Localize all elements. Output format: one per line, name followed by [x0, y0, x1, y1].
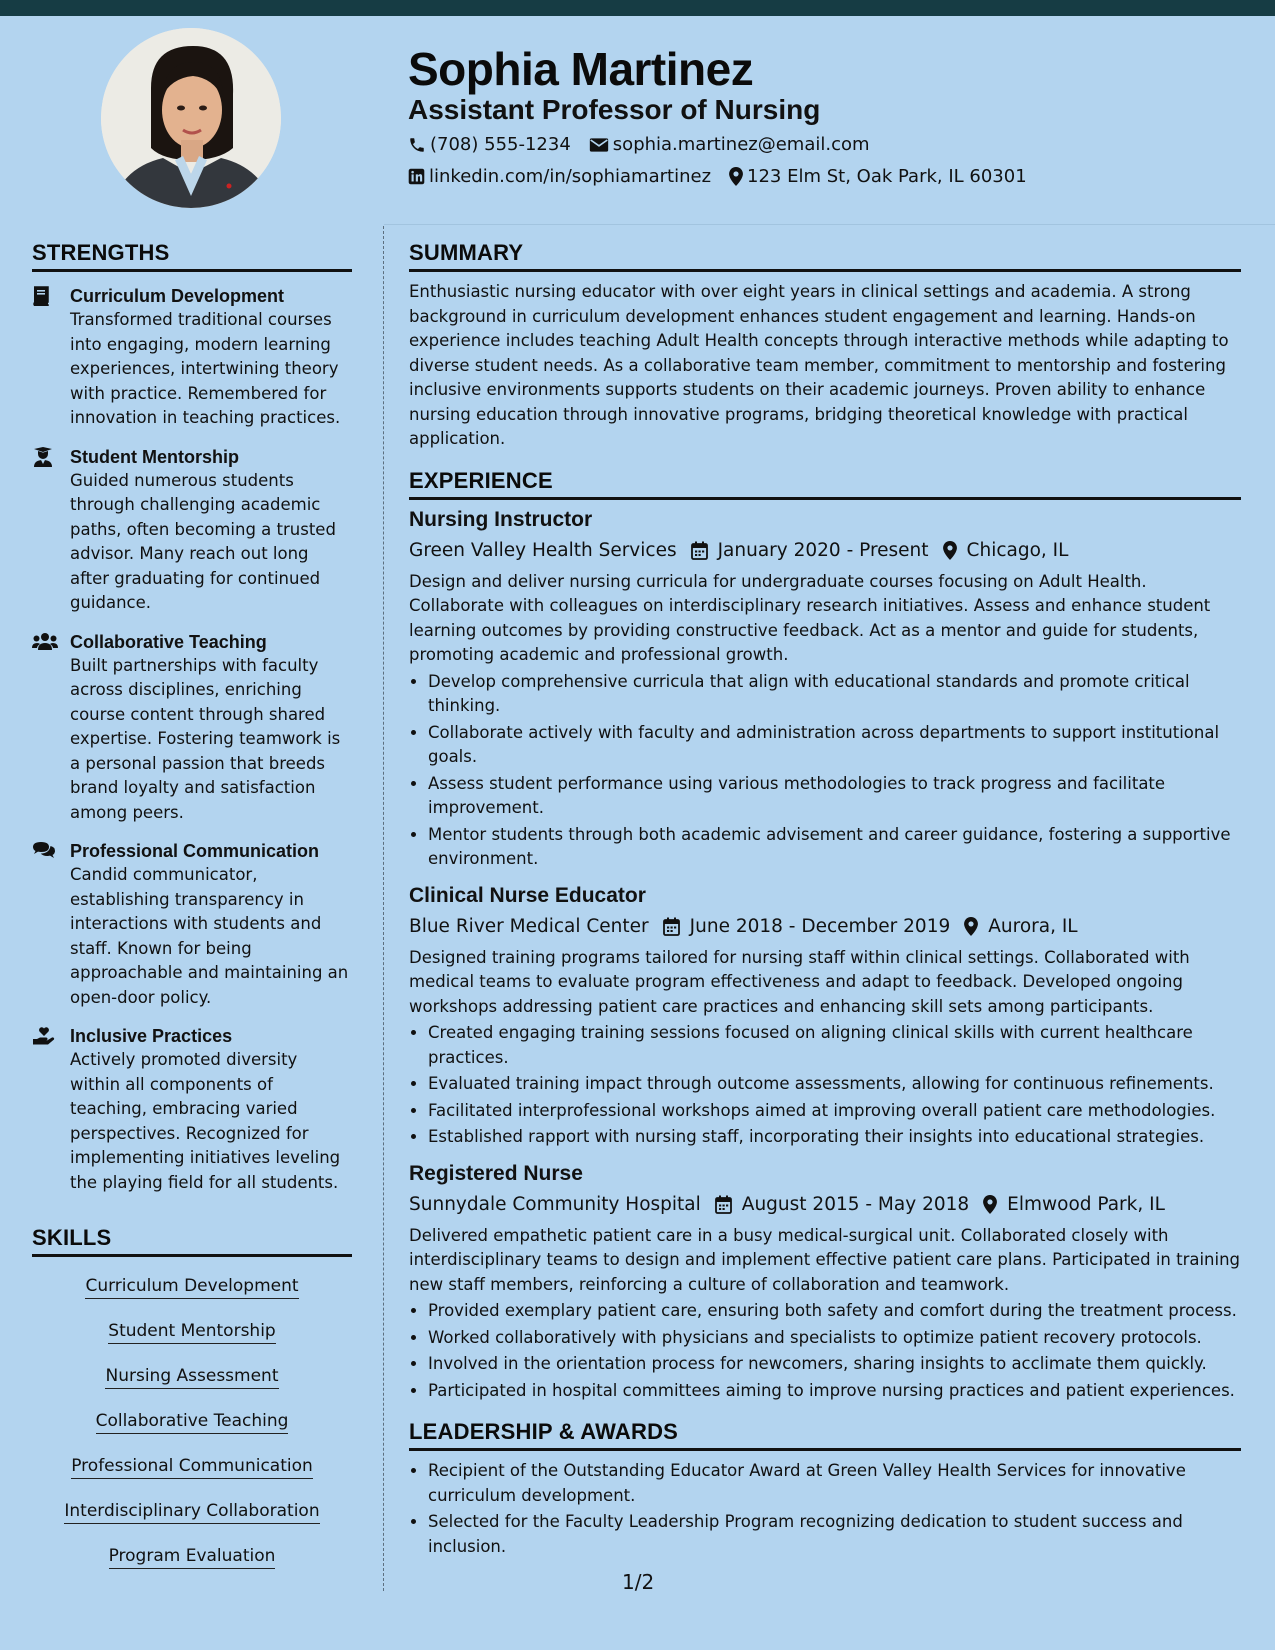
job-bullet: • Mentor students through both academic advisement and career guidance, fostering a supportive environment. [428, 823, 1241, 872]
contact-row-1 [408, 134, 888, 155]
candidate-title: Assistant Professor of Nursing [408, 94, 821, 125]
strengths-heading: STRENGTHS [32, 240, 352, 272]
strength-title: Professional Communication [70, 841, 320, 861]
address-contact [729, 166, 1027, 187]
strength-item [32, 284, 352, 431]
skill-tag: Program Evaluation [109, 1546, 276, 1569]
job-location: Elmwood Park, IL [1007, 1193, 1165, 1215]
summary-heading: SUMMARY [409, 240, 1241, 272]
column-divider [383, 226, 384, 1591]
map-marker-icon [983, 1195, 997, 1214]
strength-title: Inclusive Practices [70, 1026, 233, 1046]
strength-item [32, 445, 352, 616]
job-bullets [409, 1299, 1241, 1403]
experience-heading: EXPERIENCE [409, 468, 1241, 500]
strength-description: Candid communicator, establishing transparency in interactions with students and staff. Known for being approachable and maintaining an open-door policy. [70, 865, 349, 1007]
job-title: Clinical Nurse Educator [409, 883, 646, 907]
job-bullet: • Created engaging training sessions focused on aligning clinical skills with current healthcare practices. [428, 1021, 1241, 1070]
job-bullet: • Assess student performance using various methodologies to track progress and facilitate improvement. [428, 772, 1241, 821]
address-text: 123 Elm St, Oak Park, IL 60301 [747, 166, 1027, 187]
envelope-icon [589, 137, 609, 153]
right-column [409, 240, 1241, 1559]
contact-row-2 [408, 166, 1045, 187]
skill-tag: Nursing Assessment [105, 1366, 278, 1389]
job-meta [409, 536, 1241, 566]
users-icon [32, 632, 58, 650]
linkedin-text: linkedin.com/in/sophiamartinez [429, 166, 712, 187]
strength-item [32, 839, 352, 1010]
job-description: Delivered empathetic patient care in a busy medical-surgical unit. Collaborated closely with interdisciplinary teams to design and implement effective patient care plans. Participated in training new staff members, reinforcing a culture of collaboration and teamwork. [409, 1225, 1241, 1294]
strength-title: Student Mentorship [70, 446, 239, 467]
job-bullets [409, 670, 1241, 872]
book-icon [32, 286, 50, 306]
calendar-icon [691, 541, 708, 560]
skill-tag: Curriculum Development [85, 1276, 298, 1299]
resume-header [0, 16, 1275, 226]
strength-description: Actively promoted diversity within all components of teaching, embracing varied perspectives. Recognized for implementing initiatives leveling the playing field for all students. [70, 1050, 341, 1192]
phone-text: (708) 555-1234 [430, 134, 571, 155]
job-title: Registered Nurse [409, 1161, 583, 1185]
award-item: • Selected for the Faculty Leadership Program recognizing dedication to student success and inclusion. [428, 1510, 1241, 1559]
phone-icon [408, 136, 426, 154]
job-bullet: • Collaborate actively with faculty and administration across departments to support institutional goals. [428, 721, 1241, 770]
job-bullet: • Established rapport with nursing staff, incorporating their insights into educational strategies. [428, 1125, 1241, 1150]
map-marker-icon [964, 917, 978, 936]
strength-item [32, 1024, 352, 1195]
skills-list [32, 1265, 352, 1580]
job-location: Aurora, IL [988, 915, 1078, 937]
job-entry [409, 1160, 1241, 1404]
strength-description: Guided numerous students through challenging academic paths, often becoming a trusted advisor. Many reach out long after graduating for continued guidance. [70, 470, 336, 612]
linkedin-contact[interactable] [408, 166, 711, 187]
strength-title: Collaborative Teaching [70, 631, 267, 652]
job-dates: January 2020 - Present [717, 539, 929, 561]
map-marker-icon [729, 167, 743, 186]
job-dates: June 2018 - December 2019 [689, 915, 951, 937]
job-location: Chicago, IL [966, 539, 1069, 561]
skill-tag: Interdisciplinary Collaboration [64, 1501, 319, 1524]
job-bullet: • Develop comprehensive curricula that align with educational standards and promote critical thinking. [428, 670, 1241, 719]
top-bar [0, 0, 1275, 16]
strength-item [32, 630, 352, 826]
job-dates: August 2015 - May 2018 [741, 1193, 970, 1215]
leadership-list [409, 1459, 1241, 1559]
job-bullets [409, 1021, 1241, 1150]
hand-holding-heart-icon [32, 1026, 56, 1046]
candidate-name: Sophia Martinez [408, 43, 754, 95]
job-company: Sunnydale Community Hospital [409, 1193, 701, 1215]
email-contact[interactable] [589, 134, 870, 155]
header-divider [384, 224, 1275, 225]
calendar-icon [663, 917, 680, 936]
job-company: Green Valley Health Services [409, 539, 677, 561]
skills-heading: SKILLS [32, 1225, 352, 1257]
job-entry [409, 882, 1241, 1150]
job-meta [409, 1190, 1241, 1220]
job-bullet: • Facilitated interprofessional workshops aimed at improving overall patient care methodologies. [428, 1099, 1241, 1124]
email-text: sophia.martinez@email.com [612, 134, 870, 155]
page-number: 1/2 [622, 1570, 655, 1594]
job-bullet: • Provided exemplary patient care, ensuring both safety and comfort during the treatment process. [428, 1299, 1241, 1324]
job-description: Design and deliver nursing curricula for undergraduate courses focusing on Adult Health. Collaborate with colleagues on interdisciplinary research initiatives. Assess and enhance student learning outcomes by providing constructive feedback. Act as a mentor and guide for students, promoting academic and professional growth. [409, 571, 1211, 664]
phone-contact[interactable] [408, 134, 571, 155]
job-entry [409, 506, 1241, 872]
graduate-icon [32, 447, 54, 467]
strength-description: Built partnerships with faculty across disciplines, enriching course content through shared expertise. Fostering teamwork is a personal passion that breeds brand loyalty and satisfaction among peers. [70, 655, 341, 822]
skill-tag: Professional Communication [71, 1456, 313, 1479]
calendar-icon [715, 1195, 732, 1214]
strength-title: Curriculum Development [70, 286, 285, 306]
job-bullet: • Evaluated training impact through outcome assessments, allowing for continuous refinements. [428, 1072, 1241, 1097]
job-description: Designed training programs tailored for nursing staff within clinical settings. Collaborated with medical teams to evaluate program effectiveness and adapt to feedback. Developed ongoing workshops addressing patient care practices and enhancing skill sets among participants. [409, 947, 1190, 1016]
map-marker-icon [943, 541, 957, 560]
summary-text: Enthusiastic nursing educator with over eight years in clinical settings and academia. A strong background in curriculum development enhances student engagement and learning. Hands-on experience includes teaching Adult Health concepts through interactive methods while adapting to diverse student needs. As a collaborative team member, commitment to mentorship and fostering inclusive environments supports students on their academic journeys. Proven ability to enhance nursing education through innovative programs, bridging theoretical knowledge with practical application. [409, 282, 1229, 448]
strength-description: Transformed traditional courses into engaging, modern learning experiences, intertwining theory with practice. Remembered for innovation in teaching practices. [70, 310, 341, 427]
job-bullet: • Involved in the orientation process for newcomers, sharing insights to acclimate them quickly. [428, 1352, 1241, 1377]
skill-tag: Student Mentorship [108, 1321, 275, 1344]
avatar [101, 28, 281, 208]
left-column [32, 240, 352, 1580]
job-meta [409, 912, 1241, 942]
job-bullet: • Participated in hospital committees aiming to improve nursing practices and patient experiences. [428, 1379, 1241, 1404]
comments-icon [32, 841, 56, 859]
award-item: • Recipient of the Outstanding Educator Award at Green Valley Health Services for innovative curriculum development. [428, 1459, 1241, 1508]
job-company: Blue River Medical Center [409, 915, 649, 937]
job-bullet: • Worked collaboratively with physicians and specialists to optimize patient recovery protocols. [428, 1326, 1241, 1351]
skill-tag: Collaborative Teaching [96, 1411, 289, 1434]
job-title: Nursing Instructor [409, 507, 593, 531]
portrait-photo [101, 28, 281, 208]
linkedin-icon [408, 168, 425, 185]
leadership-heading: LEADERSHIP & AWARDS [409, 1419, 1241, 1451]
